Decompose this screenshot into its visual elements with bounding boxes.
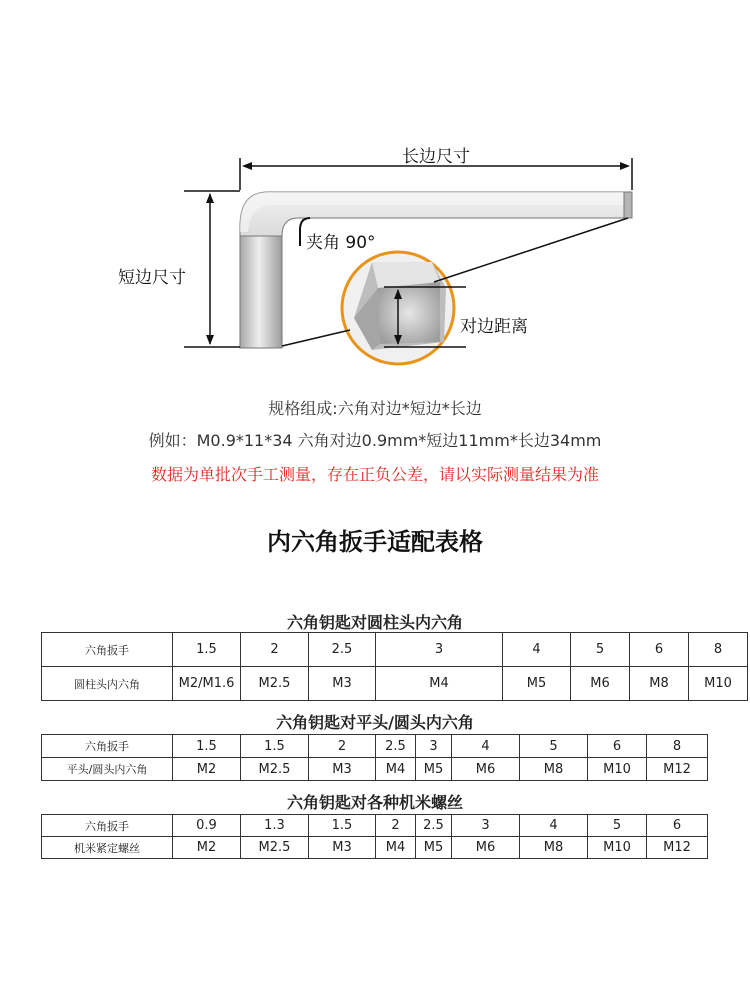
table-row xyxy=(42,735,708,758)
table-cell: M10 xyxy=(689,667,748,701)
hex-key-diagram xyxy=(0,0,750,380)
compatibility-table-heading: 内六角扳手适配表格 xyxy=(267,528,483,556)
table-cell: M6 xyxy=(452,837,520,859)
table-cell: M5 xyxy=(416,837,452,859)
angle-label: 夹角 90° xyxy=(306,233,376,253)
spec-example-line: 例如：M0.9*11*34 六角对边0.9mm*短边11mm*长边34mm xyxy=(148,431,602,450)
table-cell: 2.5 xyxy=(376,735,416,758)
table-cell: 4 xyxy=(520,815,588,837)
table-2-title: 六角钥匙对平头/圆头内六角 xyxy=(276,713,474,732)
table-cell: 1.5 xyxy=(173,633,241,667)
table-cell: M4 xyxy=(376,667,503,701)
table-cell: M10 xyxy=(588,837,647,859)
table-row xyxy=(42,837,708,859)
long-side-label: 长边尺寸 xyxy=(402,147,470,167)
row-label: 圆柱头内六角 xyxy=(42,667,173,701)
table-row xyxy=(42,667,748,701)
table-cell: 1.5 xyxy=(241,735,309,758)
table-cell: 3 xyxy=(452,815,520,837)
table-cell: M4 xyxy=(376,837,416,859)
table-cell: 5 xyxy=(571,633,630,667)
short-side-label: 短边尺寸 xyxy=(118,268,186,288)
row-label: 六角扳手 xyxy=(42,633,173,667)
table-cell: M5 xyxy=(416,758,452,781)
table-cell: 4 xyxy=(452,735,520,758)
table-cell: 8 xyxy=(647,735,708,758)
table-cell: M8 xyxy=(520,758,588,781)
table-cell: M2 xyxy=(173,837,241,859)
table-cell: 5 xyxy=(588,815,647,837)
table-cell: M12 xyxy=(647,837,708,859)
table-cell: M2/M1.6 xyxy=(173,667,241,701)
table-cell: M5 xyxy=(503,667,571,701)
table-socket-head xyxy=(41,632,748,701)
table-cell: M4 xyxy=(376,758,416,781)
table-cell: 3 xyxy=(376,633,503,667)
table-cell: M8 xyxy=(520,837,588,859)
table-cell: 5 xyxy=(520,735,588,758)
row-label: 六角扳手 xyxy=(42,815,173,837)
table-cell: M10 xyxy=(588,758,647,781)
row-label: 机米紧定螺丝 xyxy=(42,837,173,859)
table-3-title: 六角钥匙对各种机米螺丝 xyxy=(286,793,463,812)
table-cell: M3 xyxy=(309,758,376,781)
table-cell: M2.5 xyxy=(241,667,309,701)
spec-format-line: 规格组成:六角对边*短边*长边 xyxy=(268,399,482,418)
table-cell: M3 xyxy=(309,837,376,859)
short-side-dimension xyxy=(184,191,240,347)
table-1-title: 六角钥匙对圆柱头内六角 xyxy=(286,613,463,632)
table-cell: 2 xyxy=(241,633,309,667)
table-cell: 6 xyxy=(588,735,647,758)
table-cell: 6 xyxy=(647,815,708,837)
table-cell: 0.9 xyxy=(173,815,241,837)
table-flat-round-head xyxy=(41,734,708,781)
table-cell: 3 xyxy=(416,735,452,758)
across-flats-label: 对边距离 xyxy=(460,317,528,337)
table-cell: M2.5 xyxy=(241,758,309,781)
table-cell: 6 xyxy=(630,633,689,667)
table-cell: M8 xyxy=(630,667,689,701)
table-cell: M3 xyxy=(309,667,376,701)
table-cell: 8 xyxy=(689,633,748,667)
row-label: 六角扳手 xyxy=(42,735,173,758)
table-row xyxy=(42,758,708,781)
table-cell: M6 xyxy=(571,667,630,701)
tolerance-warning: 数据为单批次手工测量，存在正负公差，请以实际测量结果为准 xyxy=(150,465,599,484)
table-cell: 1.5 xyxy=(173,735,241,758)
table-cell: 1.3 xyxy=(241,815,309,837)
table-cell: 2 xyxy=(309,735,376,758)
table-row xyxy=(42,815,708,837)
table-cell: M2 xyxy=(173,758,241,781)
table-set-screw xyxy=(41,814,708,859)
table-cell: M2.5 xyxy=(241,837,309,859)
table-cell: 1.5 xyxy=(309,815,376,837)
row-label: 平头/圆头内六角 xyxy=(42,758,173,781)
table-cell: 2 xyxy=(376,815,416,837)
table-cell: 2.5 xyxy=(309,633,376,667)
table-cell: 2.5 xyxy=(416,815,452,837)
table-cell: 4 xyxy=(503,633,571,667)
table-row xyxy=(42,633,748,667)
table-cell: M6 xyxy=(452,758,520,781)
table-cell: M12 xyxy=(647,758,708,781)
